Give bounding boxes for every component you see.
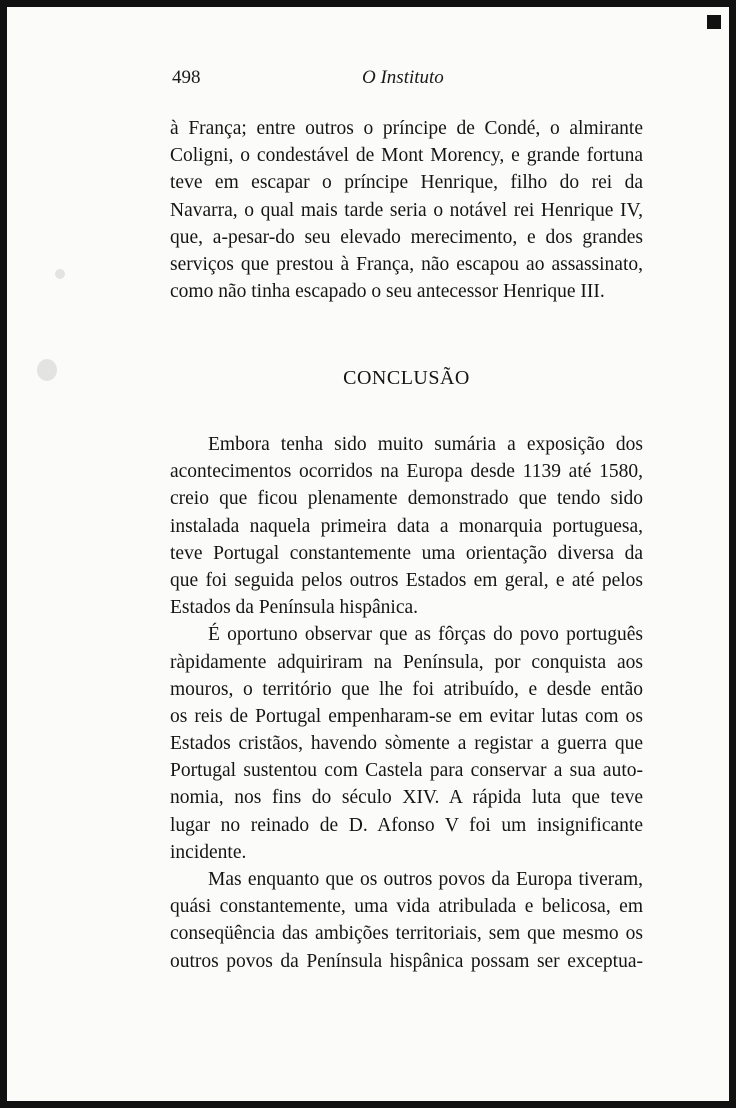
text-line: Estados da Península hispânica. [170,597,419,619]
text-line: Portugal sustentou com Castela para conservar a sua auto- [170,760,643,782]
page-number: 498 [172,67,201,88]
journal-title: O Instituto [362,67,444,88]
text-line: Mas enquanto que os outros povos da Europa tiveram, [208,869,643,890]
text-line: lugar no reinado de D. Afonso V foi um insignificante [170,814,643,836]
text-line: conseqüência das ambições territoriais, sem que mesmo os [170,923,643,945]
text-line: nomia, nos fins do século XIV. A rápida luta que teve [170,787,643,809]
page-smudge [37,359,57,381]
text-line: creio que ficou plenamente demonstrado que tendo sido [170,488,643,510]
section-heading: CONCLUSÃO [343,367,470,389]
text-line: à França; entre outros o príncipe de Condé, o almirante [170,118,643,139]
text-line: É oportuno observar que as fôrças do povo português [208,624,643,646]
text-line: teve Portugal constantemente uma orientação diversa da [170,542,643,564]
text-line: teve em escapar o príncipe Henrique, filho do rei da [170,172,643,194]
scan-corner-mark [707,15,721,29]
running-header [172,67,642,95]
text-line: ràpidamente adquiriram na Península, por conquista aos [170,651,643,673]
text-line: Coligni, o condestável de Mont Morency, e grande fortuna [170,145,643,167]
page-smudge [55,269,65,279]
paragraph-2 [170,431,643,975]
text-line: que, a-pesar-do seu elevado merecimento, e dos grandes [170,226,643,248]
text-line: mouros, o território que lhe foi atribuído, e desde então [170,678,643,700]
paragraph-1 [170,115,643,305]
text-line: os reis de Portugal empenharam-se em evitar lutas com os [170,705,643,727]
text-line: outros povos da Península hispânica possam ser exceptua- [170,950,643,972]
text-line: serviços que prestou à França, não escapou ao assassinato, [170,253,643,275]
text-line: incidente. [170,841,247,863]
text-line: acontecimentos ocorridos na Europa desde 1139 até 1580, [170,461,643,483]
text-line: como não tinha escapado o seu antecessor Henrique III. [170,281,605,303]
text-line: Navarra, o qual mais tarde seria o notável rei Henrique IV, [170,199,643,221]
text-line: instalada naquela primeira data a monarquia portuguesa, [170,515,643,537]
text-line: Embora tenha sido muito sumária a exposição dos [208,434,643,455]
text-line: Estados cristãos, havendo sòmente a registar a guerra que [170,733,643,755]
text-line: quási constantemente, uma vida atribulada e belicosa, em [170,896,643,918]
text-line: que foi seguida pelos outros Estados em geral, e até pelos [170,569,643,591]
